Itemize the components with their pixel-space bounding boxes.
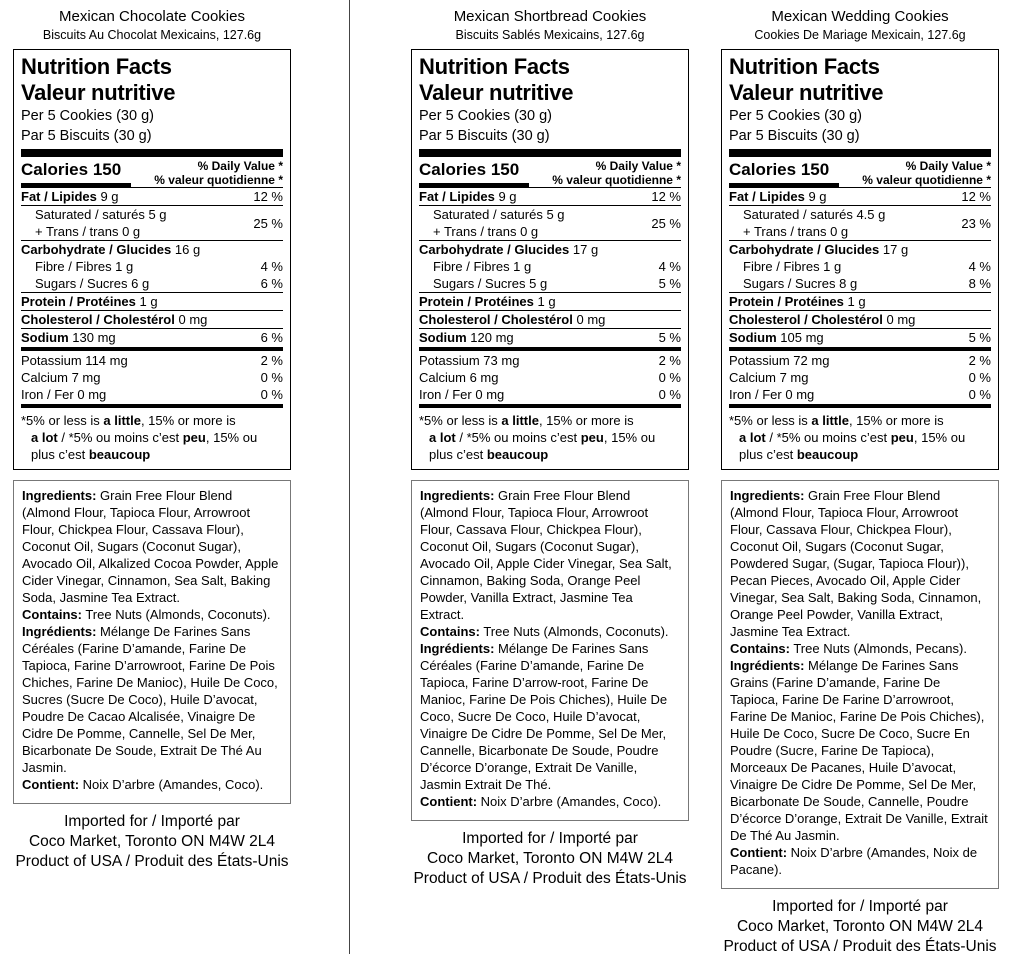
calcium-row xyxy=(419,369,681,386)
nf-title-en: Nutrition Facts xyxy=(21,54,172,79)
sodium-dv: 6 % xyxy=(260,330,283,345)
sodium-amount: 120 mg xyxy=(466,330,514,345)
imported-for: Imported for / Importé par xyxy=(772,898,948,915)
contains-fr xyxy=(420,793,680,810)
sodium-dv: 5 % xyxy=(658,330,681,345)
dv-header-fr: % valeur quotidienne * xyxy=(154,173,283,187)
foot-text: / *5% ou moins c’est xyxy=(57,430,183,445)
ingredients-fr-text: Mélange De Farines Sans Céréales (Farine D’amande, Farine De Tapioca, Farine D’arrow-root, Farine De Manioc, Farine De Pois Chiches), Huile De Coco, Sucre De Coco, Huile D’avocat, Vinaigre De Cidre De Pomme, Sel De Mer, Cannelle, Bicarbonate De Soude, Poudre D’écorce D’orange, Extrait De Vanille, Jasmin Extrait De Thé. xyxy=(420,641,668,792)
sodium-label: Sodium xyxy=(21,330,69,345)
fat-dv: 12 % xyxy=(253,189,283,204)
cholesterol-label: Cholesterol / Cholestérol xyxy=(419,312,573,327)
foot-bold: beaucoup xyxy=(88,447,151,462)
country-of-origin: Product of USA / Produit des États-Unis xyxy=(15,853,289,870)
carb-row xyxy=(419,241,681,258)
ingredients-fr-text: Mélange De Farines Sans Grains (Farine D’amande, Farine De Tapioca, Farine De Farine D’arrowroot, Farine De Manioc, Farine De Pois Chiches), Huile De Coco, Sucre De Coco, Sucre En Poudre (Sucre, Farine De Tapioca), Morceaux De Pacanes, Huile D’avocat, Vinaigre De Cidre De Pomme, Sel De Mer, Bicarbonate De Soude, Cannelle, Poudre D’écorce D’orange, Extrait De Vanille, Extrait De Thé Au Jasmin. xyxy=(730,658,988,843)
contains-en xyxy=(22,606,282,623)
column-divider xyxy=(349,0,350,954)
cholesterol-row xyxy=(21,311,283,329)
ingredients-label: Ingredients: xyxy=(420,488,495,503)
fibre: Fibre / Fibres 1 g xyxy=(433,259,532,274)
medium-rule xyxy=(419,347,681,351)
sugars-row xyxy=(419,275,681,293)
cholesterol-amount: 0 mg xyxy=(572,312,606,327)
saturated-trans-row xyxy=(729,206,991,241)
foot-bold: a lot xyxy=(739,430,766,445)
iron-row xyxy=(21,386,283,403)
panel-wedding xyxy=(721,0,999,957)
serving-size-fr: Par 5 Biscuits (30 g) xyxy=(21,128,152,144)
thick-rule xyxy=(419,149,681,157)
calcium-dv: 0 % xyxy=(260,370,283,385)
foot-bold: a little xyxy=(103,413,141,428)
fibre-row xyxy=(419,258,681,275)
contains-fr xyxy=(730,844,990,878)
fat-dv: 12 % xyxy=(651,189,681,204)
ingredients-fr-text: Mélange De Farines Sans Céréales (Farine D’amande, Farine De Tapioca, Farine D’arrowroot, Farine De Pois Chiches, Farine De Manioc), Huile De Coco, Sucres (Sucre De Coco), Huile D’avocat, Poudre De Cacao Alcalisée, Vinaigre De Cidre De Pomme, Cannelle, Sel De Mer, Bicarbonate De Soude, Extrait De Thé Au Jasmin. xyxy=(22,624,278,775)
dv-header-en: % Daily Value * xyxy=(905,159,991,173)
cholesterol-label: Cholesterol / Cholestérol xyxy=(729,312,883,327)
protein-row xyxy=(419,293,681,311)
ingredients-fr xyxy=(22,623,282,776)
carb-label: Carbohydrate / Glucides xyxy=(729,242,880,257)
calcium-dv: 0 % xyxy=(658,370,681,385)
calcium: Calcium 7 mg xyxy=(21,370,101,385)
cholesterol-label: Cholesterol / Cholestérol xyxy=(21,312,175,327)
contains-label: Contains: xyxy=(22,607,82,622)
importer-address: Coco Market, Toronto ON M4W 2L4 xyxy=(426,850,674,867)
ingredients-text: Grain Free Flour Blend (Almond Flour, Tapioca Flour, Arrowroot Flour, Cassava Flour, Chickpea Flour), Coconut Oil, Sugars (Coconut Sugar, Powdered Sugar, (Sugar, Tapioca Flour)), Pecan Pieces, Avocado Oil, Apple Cider Vinegar, Sea Salt, Baking Soda, Cinnamon, Orange Peel Powder, Vanilla Extract, Jasmine Tea Extract. xyxy=(730,488,982,639)
importer-info xyxy=(13,812,291,872)
carb-row xyxy=(21,241,283,258)
footnote xyxy=(729,409,991,463)
product-subtitle: Biscuits Au Chocolat Mexicains, 127.6g xyxy=(42,28,262,42)
carb-amount: 16 g xyxy=(171,242,201,257)
fat-label: Fat / Lipides xyxy=(419,189,495,204)
sodium-amount: 130 mg xyxy=(68,330,116,345)
imported-for: Imported for / Importé par xyxy=(462,830,638,847)
ingredients-fr xyxy=(730,657,990,844)
fibre-dv: 4 % xyxy=(968,259,991,274)
iron-dv: 0 % xyxy=(260,387,283,402)
potassium-dv: 2 % xyxy=(968,353,991,368)
country-of-origin: Product of USA / Produit des États-Unis xyxy=(413,870,687,887)
trans-fat: + Trans / trans 0 g xyxy=(743,224,849,239)
potassium: Potassium 73 mg xyxy=(419,353,520,368)
carb-label: Carbohydrate / Glucides xyxy=(419,242,570,257)
contient-label: Contient: xyxy=(22,777,80,792)
contains-text: Tree Nuts (Almonds, Coconuts). xyxy=(81,607,271,622)
saturated-fat: Saturated / saturés 4.5 g xyxy=(743,207,886,222)
saturated-trans-row xyxy=(21,206,283,241)
product-subtitle: Cookies De Mariage Mexicain, 127.6g xyxy=(754,28,966,42)
panel-header xyxy=(721,8,999,43)
sugars-dv: 5 % xyxy=(658,276,681,291)
foot-bold: a little xyxy=(501,413,539,428)
protein-row xyxy=(21,293,283,311)
dv-header-en: % Daily Value * xyxy=(595,159,681,173)
sugars: Sugars / Sucres 5 g xyxy=(433,276,548,291)
calories-value: 150 xyxy=(92,160,122,179)
sodium-row xyxy=(729,329,991,346)
saturated-trans-row xyxy=(419,206,681,241)
contains-fr xyxy=(22,776,282,793)
contains-en xyxy=(730,640,990,657)
foot-text: , 15% or more is xyxy=(538,413,634,428)
serving-size-fr: Par 5 Biscuits (30 g) xyxy=(729,128,860,144)
sugars: Sugars / Sucres 8 g xyxy=(743,276,858,291)
iron: Iron / Fer 0 mg xyxy=(419,387,505,402)
sodium-label: Sodium xyxy=(419,330,467,345)
importer-address: Coco Market, Toronto ON M4W 2L4 xyxy=(736,918,984,935)
fibre: Fibre / Fibres 1 g xyxy=(35,259,134,274)
ingredients-text: Grain Free Flour Blend (Almond Flour, Tapioca Flour, Arrowroot Flour, Chickpea Flour, Cassava Flour), Coconut Oil, Sugars (Coconut Sugar), Avocado Oil, Alkalized Cocoa Powder, Apple Cider Vinegar, Cinnamon, Sea Salt, Baking Soda, Jasmine Tea Extract. xyxy=(22,488,279,605)
calories-label: Calories xyxy=(419,160,487,179)
fibre-dv: 4 % xyxy=(658,259,681,274)
panel-chocolate xyxy=(13,0,291,872)
carb-amount: 17 g xyxy=(569,242,599,257)
fibre-row xyxy=(21,258,283,275)
fat-row xyxy=(729,187,991,206)
foot-text: plus c’est xyxy=(429,447,487,462)
carb-amount: 17 g xyxy=(879,242,909,257)
foot-text: , 15% ou xyxy=(205,430,258,445)
sugars-dv: 6 % xyxy=(260,276,283,291)
product-title: Mexican Shortbread Cookies xyxy=(453,8,647,25)
foot-text: , 15% or more is xyxy=(848,413,944,428)
fibre-row xyxy=(729,258,991,275)
sodium-row xyxy=(419,329,681,346)
foot-bold: beaucoup xyxy=(486,447,549,462)
foot-text: plus c’est xyxy=(739,447,797,462)
fat-label: Fat / Lipides xyxy=(21,189,97,204)
fat-label: Fat / Lipides xyxy=(729,189,805,204)
calories-row xyxy=(419,159,681,187)
fat-row xyxy=(419,187,681,206)
fibre: Fibre / Fibres 1 g xyxy=(743,259,842,274)
foot-text: *5% or less is xyxy=(21,413,104,428)
fat-amount: 9 g xyxy=(804,189,827,204)
serving-size-en: Per 5 Cookies (30 g) xyxy=(21,108,154,124)
protein-label: Protein / Protéines xyxy=(21,294,136,309)
ingredients-box xyxy=(411,480,689,821)
trans-fat: + Trans / trans 0 g xyxy=(35,224,141,239)
dv-header-en: % Daily Value * xyxy=(197,159,283,173)
calories-label: Calories xyxy=(729,160,797,179)
ingredients-en xyxy=(420,487,680,623)
sugars-row xyxy=(21,275,283,293)
potassium: Potassium 72 mg xyxy=(729,353,830,368)
daily-value-header xyxy=(862,159,991,187)
dv-header-fr: % valeur quotidienne * xyxy=(862,173,991,187)
thick-rule xyxy=(729,149,991,157)
medium-rule xyxy=(729,404,991,408)
foot-text: , 15% ou xyxy=(603,430,656,445)
ingredients-text: Grain Free Flour Blend (Almond Flour, Tapioca Flour, Arrowroot Flour, Cassava Flour, Chickpea Flour), Coconut Oil, Sugars (Coconut Sugar), Avocado Oil, Apple Cider Vinegar, Sea Salt, Cinnamon, Baking Soda, Orange Peel Powder, Vanilla Extract, Jasmine Tea Extract. xyxy=(420,488,672,622)
foot-bold: peu xyxy=(890,430,914,445)
foot-bold: peu xyxy=(182,430,206,445)
ingredients-fr-label: Ingrédients: xyxy=(730,658,805,673)
contains-label: Contains: xyxy=(420,624,480,639)
ingredients-box xyxy=(13,480,291,804)
protein-amount: 1 g xyxy=(843,294,866,309)
nf-title-fr: Valeur nutritive xyxy=(419,80,574,105)
carb-row xyxy=(729,241,991,258)
potassium: Potassium 114 mg xyxy=(21,353,128,368)
ingredients-en xyxy=(730,487,990,640)
iron-dv: 0 % xyxy=(658,387,681,402)
ingredients-label: Ingredients: xyxy=(730,488,805,503)
ingredients-fr-label: Ingrédients: xyxy=(22,624,97,639)
footnote xyxy=(21,409,283,463)
contient-text: Noix D’arbre (Amandes, Coco). xyxy=(79,777,264,792)
contains-text: Tree Nuts (Almonds, Pecans). xyxy=(789,641,967,656)
importer-address: Coco Market, Toronto ON M4W 2L4 xyxy=(28,833,276,850)
iron-row xyxy=(419,386,681,403)
saturated-dv: 23 % xyxy=(961,215,991,231)
importer-info xyxy=(411,829,689,889)
carb-label: Carbohydrate / Glucides xyxy=(21,242,172,257)
cholesterol-amount: 0 mg xyxy=(882,312,916,327)
medium-rule xyxy=(729,347,991,351)
potassium-row xyxy=(21,352,283,369)
thick-rule xyxy=(21,149,283,157)
foot-text: / *5% ou moins c’est xyxy=(765,430,891,445)
calories-label: Calories xyxy=(21,160,89,179)
sodium-amount: 105 mg xyxy=(776,330,824,345)
sugars: Sugars / Sucres 6 g xyxy=(35,276,150,291)
nf-title-fr: Valeur nutritive xyxy=(729,80,884,105)
foot-bold: a lot xyxy=(31,430,58,445)
iron: Iron / Fer 0 mg xyxy=(21,387,107,402)
calcium-dv: 0 % xyxy=(968,370,991,385)
calories-value: 150 xyxy=(490,160,520,179)
panel-header xyxy=(411,8,689,43)
sodium-label: Sodium xyxy=(729,330,777,345)
product-title: Mexican Wedding Cookies xyxy=(771,8,949,25)
foot-bold: a lot xyxy=(429,430,456,445)
foot-text: , 15% ou xyxy=(913,430,966,445)
fibre-dv: 4 % xyxy=(260,259,283,274)
cholesterol-row xyxy=(419,311,681,329)
footnote xyxy=(419,409,681,463)
medium-rule xyxy=(21,404,283,408)
imported-for: Imported for / Importé par xyxy=(64,813,240,830)
panel-header xyxy=(13,8,291,43)
calcium: Calcium 7 mg xyxy=(729,370,809,385)
ingredients-box xyxy=(721,480,999,889)
contient-label: Contient: xyxy=(420,794,478,809)
contient-text: Noix D’arbre (Amandes, Noix de Pacane). xyxy=(730,845,978,877)
potassium-dv: 2 % xyxy=(260,353,283,368)
sugars-row xyxy=(729,275,991,293)
calories-row xyxy=(729,159,991,187)
ingredients-en xyxy=(22,487,282,606)
foot-bold: peu xyxy=(580,430,604,445)
dv-header-fr: % valeur quotidienne * xyxy=(552,173,681,187)
trans-fat: + Trans / trans 0 g xyxy=(433,224,539,239)
serving-size-en: Per 5 Cookies (30 g) xyxy=(419,108,552,124)
sodium-dv: 5 % xyxy=(968,330,991,345)
calcium-row xyxy=(21,369,283,386)
potassium-row xyxy=(729,352,991,369)
calories-row xyxy=(21,159,283,187)
potassium-dv: 2 % xyxy=(658,353,681,368)
product-title: Mexican Chocolate Cookies xyxy=(59,8,245,25)
medium-rule xyxy=(419,404,681,408)
nf-title-fr: Valeur nutritive xyxy=(21,80,176,105)
panel-shortbread xyxy=(411,0,689,889)
calcium: Calcium 6 mg xyxy=(419,370,499,385)
ingredients-fr xyxy=(420,640,680,793)
foot-text: *5% or less is xyxy=(729,413,812,428)
daily-value-header xyxy=(552,159,681,187)
protein-label: Protein / Protéines xyxy=(419,294,534,309)
protein-amount: 1 g xyxy=(135,294,158,309)
foot-text: / *5% ou moins c’est xyxy=(455,430,581,445)
ingredients-fr-label: Ingrédients: xyxy=(420,641,495,656)
potassium-row xyxy=(419,352,681,369)
protein-amount: 1 g xyxy=(533,294,556,309)
calcium-row xyxy=(729,369,991,386)
calories-value: 150 xyxy=(800,160,830,179)
nutrition-facts-table xyxy=(13,49,291,470)
sugars-dv: 8 % xyxy=(968,276,991,291)
iron: Iron / Fer 0 mg xyxy=(729,387,815,402)
fat-dv: 12 % xyxy=(961,189,991,204)
country-of-origin: Product of USA / Produit des États-Unis xyxy=(723,938,997,955)
sodium-row xyxy=(21,329,283,346)
fat-row xyxy=(21,187,283,206)
saturated-dv: 25 % xyxy=(651,215,681,231)
contains-text: Tree Nuts (Almonds, Coconuts). xyxy=(479,624,669,639)
daily-value-header xyxy=(154,159,283,187)
cholesterol-row xyxy=(729,311,991,329)
nutrition-facts-table xyxy=(721,49,999,470)
iron-row xyxy=(729,386,991,403)
protein-row xyxy=(729,293,991,311)
serving-size-fr: Par 5 Biscuits (30 g) xyxy=(419,128,550,144)
ingredients-label: Ingredients: xyxy=(22,488,97,503)
contains-en xyxy=(420,623,680,640)
protein-label: Protein / Protéines xyxy=(729,294,844,309)
saturated-dv: 25 % xyxy=(253,215,283,231)
serving-size-en: Per 5 Cookies (30 g) xyxy=(729,108,862,124)
contient-text: Noix D’arbre (Amandes, Coco). xyxy=(477,794,662,809)
foot-text: *5% or less is xyxy=(419,413,502,428)
foot-bold: beaucoup xyxy=(796,447,859,462)
contains-label: Contains: xyxy=(730,641,790,656)
contient-label: Contient: xyxy=(730,845,788,860)
nutrition-facts-table xyxy=(411,49,689,470)
medium-rule xyxy=(21,347,283,351)
saturated-fat: Saturated / saturés 5 g xyxy=(433,207,565,222)
saturated-fat: Saturated / saturés 5 g xyxy=(35,207,167,222)
cholesterol-amount: 0 mg xyxy=(174,312,208,327)
importer-info xyxy=(721,897,999,957)
nf-title-en: Nutrition Facts xyxy=(729,54,880,79)
product-subtitle: Biscuits Sablés Mexicains, 127.6g xyxy=(455,28,645,42)
foot-text: plus c’est xyxy=(31,447,89,462)
nf-title-en: Nutrition Facts xyxy=(419,54,570,79)
fat-amount: 9 g xyxy=(494,189,517,204)
foot-bold: a little xyxy=(811,413,849,428)
fat-amount: 9 g xyxy=(96,189,119,204)
foot-text: , 15% or more is xyxy=(140,413,236,428)
iron-dv: 0 % xyxy=(968,387,991,402)
